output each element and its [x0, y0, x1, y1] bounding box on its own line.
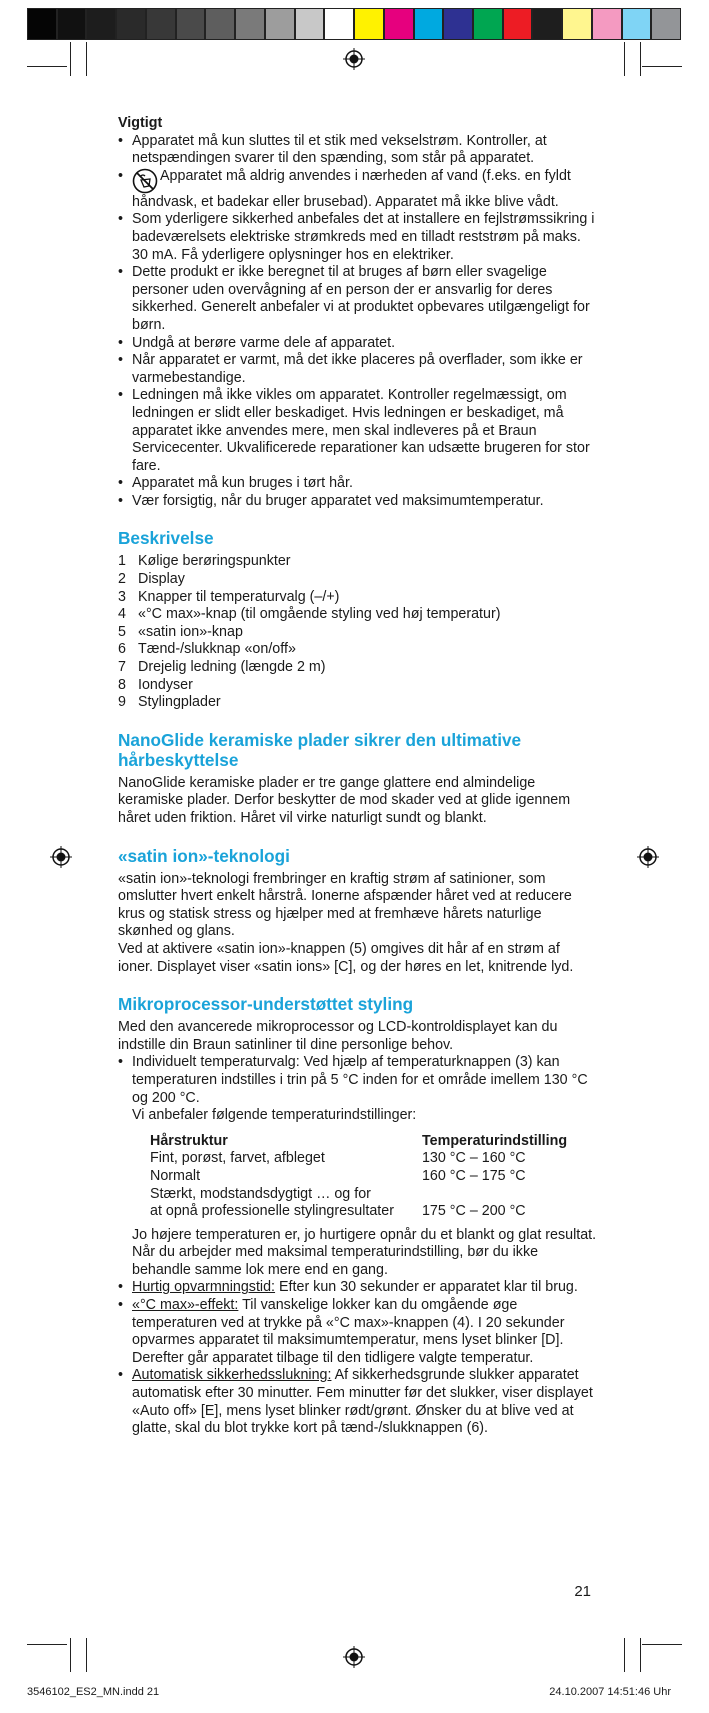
color-swatch [414, 8, 444, 40]
satin-ion-heading: «satin ion»-teknologi [118, 845, 290, 866]
color-swatch [27, 8, 57, 40]
list-item: • Vær forsigtig, når du bruger apparatet ved maksimumtemperatur. [118, 492, 544, 509]
microprocessor-heading: Mikroprocessor-understøttet styling [118, 994, 414, 1015]
registration-mark-icon [343, 48, 365, 70]
color-swatch [57, 8, 87, 40]
list-item: 9 Stylingplader [118, 694, 221, 711]
list-item: 1 Kølige berøringspunkter [118, 553, 291, 570]
color-swatch [503, 8, 533, 40]
list-item: • Ledningen må ikke vikles om apparatet. Kontroller regelmæssigt, om ledningen er slidt eller beskadiget. Hvis ledningen er beskadiget, må apparatet ikke anvendes mere, men skal indleveres på et Braun Servicecenter. Ukvalificerede reparationer kan udsætte brugeren for stor fare. [118, 387, 590, 474]
list-item: 2 Display [118, 571, 185, 588]
color-swatch [622, 8, 652, 40]
registration-mark-icon [343, 1646, 365, 1668]
no-water-icon [132, 168, 158, 194]
crop-mark [640, 1638, 641, 1672]
list-item: 8 Iondyser [118, 676, 193, 693]
crop-mark [86, 1638, 87, 1672]
nanoglide-heading: NanoGlide keramiske plader sikrer den ultimative hårbeskyttelse [118, 729, 522, 770]
microprocessor-intro: Med den avancerede mikroprocessor og LCD-kontroldisplayet kan du indstille din Braun satinliner til dine personlige behov. [118, 1019, 558, 1053]
table-row: at opnå professionelle stylingresultater 175 °C – 200 °C [150, 1203, 526, 1220]
satin-ion-text: «satin ion»-teknologi frembringer en kraftig strøm af satinioner, som omslutter hvert enkelt hårstrå. Ionerne afspænder håret ved at reducere krus og statisk stress og hjælper med at fremhæve hårets naturlige skønhed og glans. [118, 870, 572, 940]
crop-mark [642, 1644, 682, 1645]
footer-timestamp: 24.10.2007 14:51:46 Uhr [549, 1686, 671, 1698]
list-item: • Undgå at berøre varme dele af apparatet. [118, 334, 396, 351]
color-swatch [295, 8, 325, 40]
list-item: • Apparatet må aldrig anvendes i nærheden af vand (f.eks. en fyldt håndvask, et badekar eller brusebad). Apparatet må ikke blive vådt. [118, 167, 571, 210]
crop-mark [70, 1638, 71, 1672]
list-item: • Automatisk sikkerhedsslukning: Af sikkerhedsgrunde slukker apparatet automatisk efter 30 minutter. Fem minutter før det slukker, viser displayet «Auto off» [E], mens lyset blinker rødt/grønt. Ønsker du at blive ved at glatte, skal du blot trykke kort på tænd-/slukknappen (6). [118, 1367, 593, 1437]
crop-mark [27, 1644, 67, 1645]
table-header-row: Hårstruktur Temperaturindstilling [150, 1132, 568, 1149]
list-item: • Som yderligere sikkerhed anbefales det at installere en fejlstrømssikring i badeværelsets elektriske strømkreds med en tilladt reststrøm på maks. 30 mA. Få yderligere oplysninger hos en elektriker. [118, 211, 595, 263]
color-swatch [592, 8, 622, 40]
registration-mark-icon [637, 846, 659, 868]
color-swatch [443, 8, 473, 40]
list-item: • Apparatet må kun bruges i tørt hår. [118, 475, 353, 492]
footer-filename: 3546102_ES2_MN.indd 21 [27, 1686, 160, 1698]
microprocessor-list [118, 1054, 598, 1437]
color-swatch [384, 8, 414, 40]
list-item: 7 Drejelig ledning (længde 2 m) [118, 659, 326, 676]
list-item: • Når apparatet er varmt, må det ikke placeres på overflader, som ikke er varmebestandige. [118, 352, 583, 386]
important-heading: Vigtigt [118, 115, 163, 131]
list-item: • «°C max»-effekt: Til vanskelige lokker kan du omgående øge temperaturen ved at trykke på «°C max»-knappen (4). I 20 sekunder opvarmes apparatet til maksimumtemperatur, mens lyset blinker [D]. Derefter går apparatet tilbage til den tidligere valgte temperatur. [118, 1297, 565, 1366]
list-item: • Individuelt temperaturvalg: Ved hjælp af temperaturknappen (3) kan temperaturen indstilles i trin på 5 °C inden for et område imellem 130 °C og 200 °C. Vi anbefaler følgende temperaturindstillinger: Hårstruktur Temperaturindstilling Fint, porøst, farvet, afbleget 130 °C – 160 °C Normalt 160 °C – 175 °C Stærkt, modstandsdygtigt … og for at opnå professionelle stylingresultater 175 °C – 200 °C Jo højere temperaturen er, jo hurtigere opnår du et blankt og glat resultat. Når du arbejder med maksimal temperaturindstilling, bør du ikke behandle samme lok mere end en gang. [118, 1054, 597, 1278]
crop-mark [642, 66, 682, 67]
color-swatch [205, 8, 235, 40]
color-swatch [86, 8, 116, 40]
list-item: • Apparatet må kun sluttes til et stik med vekselstrøm. Kontroller, at netspændingen svarer til den spænding, som står på apparatet. [118, 132, 547, 167]
temperature-table [150, 1133, 567, 1221]
list-item: 6 Tænd-/slukknap «on/off» [118, 641, 296, 658]
color-swatch [324, 8, 354, 40]
crop-mark [27, 66, 67, 67]
manual-content [118, 115, 598, 1438]
table-row: Fint, porøst, farvet, afbleget 130 °C – 160 °C [150, 1150, 526, 1167]
color-swatch [354, 8, 384, 40]
nanoglide-text: NanoGlide keramiske plader er tre gange glattere end almindelige keramiske plader. Derfor beskytter de mod skader ved at glide igennem håret uden friktion. Håret vil virke naturligt sundt og blankt. [118, 774, 571, 826]
list-item: • Dette produkt er ikke beregnet til at bruges af børn eller svagelige personer uden overvågning af en person der er ansvarlig for deres sikkerhed. Generelt anbefaler vi at produktet opbevares utilgængeligt for børn. [118, 264, 590, 333]
important-list [118, 133, 598, 511]
color-swatch [176, 8, 206, 40]
crop-mark [624, 42, 625, 76]
crop-mark [624, 1638, 625, 1672]
color-swatch [235, 8, 265, 40]
description-list [118, 553, 598, 711]
description-heading: Beskrivelse [118, 528, 214, 549]
list-item: 4 «°C max»-knap (til omgående styling ved høj temperatur) [118, 606, 501, 623]
color-swatch [265, 8, 295, 40]
color-swatch [146, 8, 176, 40]
color-swatch [473, 8, 503, 40]
registration-mark-icon [50, 846, 72, 868]
list-item: 5 «satin ion»-knap [118, 623, 243, 640]
list-item: • Hurtig opvarmningstid: Efter kun 30 sekunder er apparatet klar til brug. [118, 1279, 578, 1296]
table-row: Normalt 160 °C – 175 °C [150, 1167, 526, 1184]
color-swatch [116, 8, 146, 40]
color-calibration-bar [27, 8, 681, 40]
table-row: Stærkt, modstandsdygtigt … og for [150, 1185, 371, 1202]
page-number: 21 [574, 1583, 591, 1600]
crop-mark [70, 42, 71, 76]
crop-mark [640, 42, 641, 76]
color-swatch [651, 8, 681, 40]
color-swatch [562, 8, 592, 40]
crop-mark [86, 42, 87, 76]
color-swatch [532, 8, 562, 40]
list-item: 3 Knapper til temperaturvalg (–/+) [118, 588, 340, 605]
satin-ion-text: Ved at aktivere «satin ion»-knappen (5) omgives dit hår af en strøm af ioner. Displayet viser «satin ions» [C], og der høres en let, knitrende lyd. [118, 940, 574, 975]
